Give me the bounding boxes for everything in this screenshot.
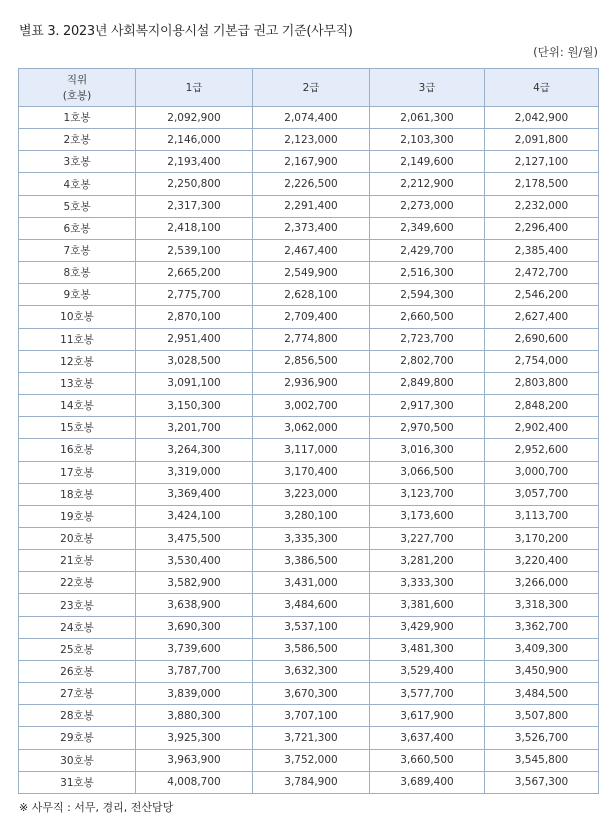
salary-cell-grade4: 3,545,800 [485,749,599,771]
salary-cell-grade4: 2,296,400 [485,217,599,239]
row-step-label: 16호봉 [19,439,136,461]
wage-table-body [19,107,599,794]
salary-cell-grade1: 3,690,300 [136,616,253,638]
salary-cell-grade4: 2,232,000 [485,195,599,217]
salary-cell-grade1: 3,319,000 [136,461,253,483]
salary-cell-grade1: 3,839,000 [136,683,253,705]
salary-cell-grade2: 2,167,900 [253,151,370,173]
salary-cell-grade2: 3,537,100 [253,616,370,638]
salary-cell-grade4: 3,450,900 [485,660,599,682]
salary-cell-grade4: 2,627,400 [485,306,599,328]
table-row [19,483,599,505]
salary-cell-grade2: 3,721,300 [253,727,370,749]
salary-cell-grade2: 3,223,000 [253,483,370,505]
row-step-label: 21호봉 [19,550,136,572]
salary-cell-grade2: 2,856,500 [253,350,370,372]
salary-cell-grade1: 3,963,900 [136,749,253,771]
salary-cell-grade2: 3,335,300 [253,527,370,549]
salary-cell-grade1: 2,870,100 [136,306,253,328]
table-row [19,151,599,173]
salary-cell-grade3: 3,123,700 [370,483,485,505]
salary-cell-grade4: 3,266,000 [485,572,599,594]
salary-cell-grade1: 3,925,300 [136,727,253,749]
salary-cell-grade3: 3,281,200 [370,550,485,572]
salary-cell-grade4: 3,000,700 [485,461,599,483]
row-step-label: 8호봉 [19,262,136,284]
salary-cell-grade3: 3,016,300 [370,439,485,461]
table-row [19,284,599,306]
salary-cell-grade3: 3,429,900 [370,616,485,638]
table-row [19,505,599,527]
table-row [19,372,599,394]
salary-cell-grade1: 2,193,400 [136,151,253,173]
salary-cell-grade4: 2,803,800 [485,372,599,394]
row-step-label: 5호봉 [19,195,136,217]
row-step-label: 15호봉 [19,417,136,439]
row-step-label: 18호봉 [19,483,136,505]
salary-cell-grade4: 2,690,600 [485,328,599,350]
row-step-label: 22호봉 [19,572,136,594]
salary-cell-grade2: 3,117,000 [253,439,370,461]
salary-cell-grade1: 4,008,700 [136,771,253,793]
salary-cell-grade2: 2,226,500 [253,173,370,195]
row-step-label: 2호봉 [19,129,136,151]
salary-cell-grade4: 3,567,300 [485,771,599,793]
table-row [19,262,599,284]
row-step-label: 28호봉 [19,705,136,727]
salary-cell-grade4: 2,472,700 [485,262,599,284]
salary-cell-grade4: 3,507,800 [485,705,599,727]
salary-cell-grade4: 3,318,300 [485,594,599,616]
row-step-label: 10호봉 [19,306,136,328]
row-step-label: 30호봉 [19,749,136,771]
salary-cell-grade4: 3,220,400 [485,550,599,572]
document-title: 별표 3. 2023년 사회복지이용시설 기본급 권고 기준(사무직) [19,24,353,39]
salary-cell-grade2: 2,628,100 [253,284,370,306]
salary-cell-grade4: 3,362,700 [485,616,599,638]
salary-cell-grade1: 3,739,600 [136,638,253,660]
table-row [19,328,599,350]
wage-table-header [19,69,599,107]
row-step-label: 23호봉 [19,594,136,616]
salary-cell-grade3: 2,594,300 [370,284,485,306]
salary-cell-grade3: 2,917,300 [370,395,485,417]
table-row [19,417,599,439]
salary-cell-grade2: 3,062,000 [253,417,370,439]
salary-cell-grade3: 3,689,400 [370,771,485,793]
salary-cell-grade2: 3,386,500 [253,550,370,572]
row-step-label: 17호봉 [19,461,136,483]
salary-cell-grade1: 3,787,700 [136,660,253,682]
table-row [19,173,599,195]
salary-cell-grade1: 3,530,400 [136,550,253,572]
row-step-label: 14호봉 [19,395,136,417]
row-step-label: 12호봉 [19,350,136,372]
row-step-label: 13호봉 [19,372,136,394]
salary-cell-grade4: 2,952,600 [485,439,599,461]
salary-cell-grade2: 3,707,100 [253,705,370,727]
salary-cell-grade2: 3,280,100 [253,505,370,527]
footnote: ※ 사무직 : 서무, 경리, 전산담당 [19,801,174,814]
salary-cell-grade4: 3,484,500 [485,683,599,705]
salary-cell-grade3: 3,173,600 [370,505,485,527]
salary-cell-grade3: 2,429,700 [370,239,485,261]
salary-cell-grade4: 2,385,400 [485,239,599,261]
salary-cell-grade1: 3,369,400 [136,483,253,505]
table-row [19,638,599,660]
row-step-label: 27호봉 [19,683,136,705]
table-row [19,616,599,638]
table-row [19,306,599,328]
salary-cell-grade1: 3,638,900 [136,594,253,616]
table-row [19,107,599,129]
salary-cell-grade2: 3,002,700 [253,395,370,417]
column-header-grade1: 1급 [136,69,253,107]
salary-cell-grade4: 3,170,200 [485,527,599,549]
table-row [19,771,599,793]
salary-cell-grade3: 3,333,300 [370,572,485,594]
salary-cell-grade2: 3,170,400 [253,461,370,483]
row-step-label: 3호봉 [19,151,136,173]
wage-table [18,68,599,794]
salary-cell-grade2: 2,373,400 [253,217,370,239]
row-step-label: 4호봉 [19,173,136,195]
header-row [19,69,599,107]
salary-cell-grade3: 2,149,600 [370,151,485,173]
salary-cell-grade3: 2,723,700 [370,328,485,350]
salary-cell-grade3: 3,660,500 [370,749,485,771]
salary-cell-grade2: 3,784,900 [253,771,370,793]
salary-cell-grade3: 3,227,700 [370,527,485,549]
table-row [19,594,599,616]
salary-cell-grade2: 3,752,000 [253,749,370,771]
table-row [19,572,599,594]
salary-cell-grade1: 2,951,400 [136,328,253,350]
salary-cell-grade4: 3,057,700 [485,483,599,505]
table-row [19,217,599,239]
salary-cell-grade1: 3,880,300 [136,705,253,727]
unit-note: (단위: 원/월) [533,45,598,59]
row-step-label: 9호봉 [19,284,136,306]
salary-cell-grade4: 2,902,400 [485,417,599,439]
salary-cell-grade1: 3,201,700 [136,417,253,439]
row-step-label: 6호봉 [19,217,136,239]
salary-cell-grade2: 2,774,800 [253,328,370,350]
table-row [19,195,599,217]
salary-cell-grade1: 3,582,900 [136,572,253,594]
salary-cell-grade1: 3,028,500 [136,350,253,372]
row-step-label: 1호봉 [19,107,136,129]
salary-cell-grade1: 2,775,700 [136,284,253,306]
salary-cell-grade3: 3,637,400 [370,727,485,749]
salary-cell-grade4: 3,113,700 [485,505,599,527]
salary-cell-grade4: 3,526,700 [485,727,599,749]
salary-cell-grade3: 3,381,600 [370,594,485,616]
table-row [19,461,599,483]
salary-cell-grade1: 2,250,800 [136,173,253,195]
salary-cell-grade4: 2,127,100 [485,151,599,173]
column-header-grade4: 4급 [485,69,599,107]
column-header-grade2: 2급 [253,69,370,107]
salary-cell-grade2: 3,670,300 [253,683,370,705]
salary-cell-grade2: 3,632,300 [253,660,370,682]
row-step-label: 20호봉 [19,527,136,549]
salary-cell-grade3: 2,849,800 [370,372,485,394]
salary-cell-grade3: 2,970,500 [370,417,485,439]
salary-cell-grade3: 3,481,300 [370,638,485,660]
salary-cell-grade2: 2,709,400 [253,306,370,328]
salary-cell-grade1: 2,146,000 [136,129,253,151]
row-step-label: 26호봉 [19,660,136,682]
salary-cell-grade3: 3,577,700 [370,683,485,705]
table-row [19,350,599,372]
row-step-label: 7호봉 [19,239,136,261]
column-header-grade3: 3급 [370,69,485,107]
table-row [19,550,599,572]
corner-header-line1: 직위 [66,73,88,86]
salary-cell-grade2: 3,586,500 [253,638,370,660]
table-row [19,527,599,549]
table-row [19,239,599,261]
salary-cell-grade1: 3,424,100 [136,505,253,527]
salary-cell-grade1: 2,539,100 [136,239,253,261]
salary-cell-grade2: 2,467,400 [253,239,370,261]
salary-cell-grade3: 3,617,900 [370,705,485,727]
salary-cell-grade2: 3,431,000 [253,572,370,594]
corner-header [19,69,136,107]
salary-cell-grade2: 2,936,900 [253,372,370,394]
salary-cell-grade4: 2,848,200 [485,395,599,417]
row-step-label: 31호봉 [19,771,136,793]
table-row [19,129,599,151]
salary-cell-grade4: 2,178,500 [485,173,599,195]
salary-cell-grade3: 2,212,900 [370,173,485,195]
salary-cell-grade1: 3,150,300 [136,395,253,417]
salary-cell-grade3: 3,529,400 [370,660,485,682]
row-step-label: 29호봉 [19,727,136,749]
salary-cell-grade2: 2,123,000 [253,129,370,151]
table-row [19,395,599,417]
salary-cell-grade1: 3,475,500 [136,527,253,549]
row-step-label: 19호봉 [19,505,136,527]
salary-cell-grade3: 2,273,000 [370,195,485,217]
table-row [19,439,599,461]
salary-cell-grade3: 2,103,300 [370,129,485,151]
salary-cell-grade2: 2,291,400 [253,195,370,217]
salary-cell-grade4: 2,754,000 [485,350,599,372]
table-row [19,705,599,727]
row-step-label: 11호봉 [19,328,136,350]
salary-cell-grade2: 2,074,400 [253,107,370,129]
salary-cell-grade4: 2,546,200 [485,284,599,306]
salary-cell-grade4: 3,409,300 [485,638,599,660]
row-step-label: 24호봉 [19,616,136,638]
salary-cell-grade1: 2,418,100 [136,217,253,239]
salary-cell-grade1: 2,665,200 [136,262,253,284]
salary-cell-grade3: 2,660,500 [370,306,485,328]
table-row [19,727,599,749]
salary-cell-grade1: 3,264,300 [136,439,253,461]
salary-cell-grade3: 2,516,300 [370,262,485,284]
row-step-label: 25호봉 [19,638,136,660]
salary-cell-grade1: 2,092,900 [136,107,253,129]
salary-cell-grade3: 3,066,500 [370,461,485,483]
salary-cell-grade1: 3,091,100 [136,372,253,394]
salary-cell-grade4: 2,042,900 [485,107,599,129]
corner-header-line2: (호봉) [62,89,92,102]
salary-cell-grade1: 2,317,300 [136,195,253,217]
salary-cell-grade4: 2,091,800 [485,129,599,151]
salary-cell-grade2: 2,549,900 [253,262,370,284]
salary-cell-grade2: 3,484,600 [253,594,370,616]
salary-cell-grade3: 2,061,300 [370,107,485,129]
salary-cell-grade3: 2,802,700 [370,350,485,372]
salary-cell-grade3: 2,349,600 [370,217,485,239]
table-row [19,683,599,705]
table-row [19,749,599,771]
table-row [19,660,599,682]
